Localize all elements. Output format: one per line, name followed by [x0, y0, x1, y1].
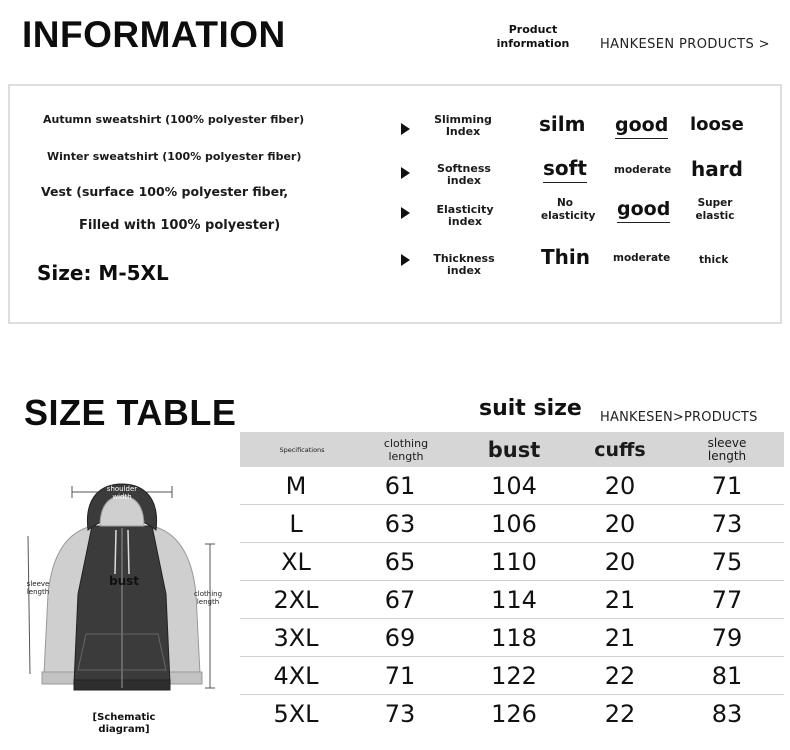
thickness-opt-thick: thick: [699, 254, 729, 266]
slimming-opt-silm: silm: [539, 112, 586, 136]
cell-size: M: [285, 472, 307, 500]
cell-bust: 118: [491, 624, 537, 652]
shoulder-width-line2: width: [112, 493, 132, 501]
schematic-diagram-caption: [82, 712, 166, 736]
brand-link-top[interactable]: HANKESEN PRODUCTS >: [600, 37, 770, 52]
cell-size: XL: [281, 548, 311, 576]
softness-opt-moderate: moderate: [614, 164, 672, 176]
product-information-line1: Product: [508, 23, 558, 36]
sleeve-length-label: [20, 580, 56, 596]
size-table-title: SIZE TABLE: [24, 392, 237, 433]
size-table-header: [240, 432, 784, 467]
sleeve-length-line2: length: [26, 588, 50, 596]
header-clothing-length-line1: clothing: [383, 436, 429, 450]
table-row: [240, 505, 784, 543]
slimming-index-line2: Index: [445, 125, 481, 138]
cell-cuffs: 22: [604, 700, 636, 728]
cell-sleeve: 81: [711, 662, 743, 690]
size-table: [240, 432, 784, 733]
softness-opt-hard: hard: [691, 157, 743, 181]
softness-index-label: Softness index: [437, 162, 491, 187]
elasticity-opt-super-line2: elastic: [695, 210, 735, 222]
material-vest: Vest (surface 100% polyester fiber,: [41, 184, 289, 199]
thickness-opt-moderate: moderate: [613, 252, 671, 264]
cell-length: 67: [384, 586, 416, 614]
cell-bust: 110: [491, 548, 537, 576]
cell-cuffs: 21: [604, 624, 636, 652]
product-information-label: [492, 23, 574, 51]
schematic-caption-line1: [Schematic: [92, 712, 156, 723]
elasticity-opt-super: [695, 197, 735, 223]
header-bust: bust: [487, 437, 541, 462]
cell-sleeve: 75: [711, 548, 743, 576]
shoulder-width-label: [106, 485, 138, 501]
cell-size: 3XL: [273, 624, 319, 652]
material-vest-fill: Filled with 100% polyester): [79, 218, 281, 233]
header-sleeve-length: [670, 432, 784, 467]
table-row: [240, 619, 784, 657]
cell-sleeve: 83: [711, 700, 743, 728]
table-row: [240, 543, 784, 581]
information-title: INFORMATION: [22, 14, 286, 55]
header-clothing-length-line2: length: [388, 449, 424, 463]
cell-cuffs: 22: [604, 662, 636, 690]
play-triangle-icon: [401, 254, 410, 266]
shoulder-width-line1: shoulder: [106, 485, 138, 493]
elasticity-opt-none-line2: elasticity: [541, 210, 596, 222]
material-winter: Winter sweatshirt (100% polyester fiber): [47, 150, 302, 163]
cell-size: 4XL: [273, 662, 319, 690]
sleeve-length-line1: sleeve: [26, 580, 50, 588]
header-sleeve-length-line2: length: [707, 448, 747, 463]
cell-cuffs: 20: [604, 472, 636, 500]
slimming-opt-loose: loose: [690, 114, 744, 135]
play-triangle-icon: [401, 123, 410, 135]
elasticity-opt-none: [541, 197, 596, 223]
slimming-index-line1: Slimming: [434, 113, 492, 126]
cell-cuffs: 21: [604, 586, 636, 614]
header-clothing-length: [364, 432, 448, 467]
clothing-length-line2: length: [196, 598, 220, 606]
table-row: [240, 467, 784, 505]
header-specifications: Specifications: [279, 445, 325, 454]
cell-cuffs: 20: [604, 510, 636, 538]
size-range: Size: M-5XL: [37, 261, 169, 285]
elasticity-opt-good: good: [617, 198, 670, 223]
cell-length: 65: [384, 548, 416, 576]
cell-bust: 126: [491, 700, 537, 728]
elasticity-index-label: Elasticity index: [436, 203, 494, 228]
clothing-length-label: [190, 590, 226, 606]
material-autumn: Autumn sweatshirt (100% polyester fiber): [43, 113, 305, 126]
softness-opt-soft: soft: [543, 156, 587, 183]
product-information-line2: information: [496, 37, 570, 50]
slimming-index-label: [423, 114, 503, 138]
schematic-caption-line2: diagram]: [98, 724, 150, 735]
cell-length: 63: [384, 510, 416, 538]
play-triangle-icon: [401, 207, 410, 219]
table-row: [240, 581, 784, 619]
cell-sleeve: 79: [711, 624, 743, 652]
slimming-opt-good: good: [615, 114, 668, 139]
play-triangle-icon: [401, 167, 410, 179]
cell-bust: 114: [491, 586, 537, 614]
table-row: [240, 695, 784, 733]
cell-bust: 122: [491, 662, 537, 690]
cell-sleeve: 71: [711, 472, 743, 500]
cell-length: 61: [384, 472, 416, 500]
elasticity-opt-super-line1: Super: [697, 197, 733, 209]
cell-length: 71: [384, 662, 416, 690]
suit-size-label: suit size: [479, 396, 582, 421]
cell-sleeve: 73: [711, 510, 743, 538]
cell-length: 69: [384, 624, 416, 652]
table-row: [240, 657, 784, 695]
thickness-index-label: Thickness index: [433, 252, 495, 277]
cell-size: L: [289, 510, 303, 538]
header-cuffs: cuffs: [594, 438, 646, 461]
cell-sleeve: 77: [711, 586, 743, 614]
header-sleeve-length-line1: sleeve: [707, 435, 747, 450]
cell-cuffs: 20: [604, 548, 636, 576]
bust-label: bust: [109, 574, 140, 588]
cell-bust: 104: [491, 472, 537, 500]
cell-size: 2XL: [273, 586, 319, 614]
cell-length: 73: [384, 700, 416, 728]
elasticity-opt-none-line1: No: [556, 197, 573, 209]
clothing-length-line1: clothing: [193, 590, 223, 598]
brand-link-bottom[interactable]: HANKESEN>PRODUCTS: [600, 410, 758, 425]
cell-bust: 106: [491, 510, 537, 538]
thickness-opt-thin: Thin: [541, 245, 590, 269]
cell-size: 5XL: [273, 700, 319, 728]
